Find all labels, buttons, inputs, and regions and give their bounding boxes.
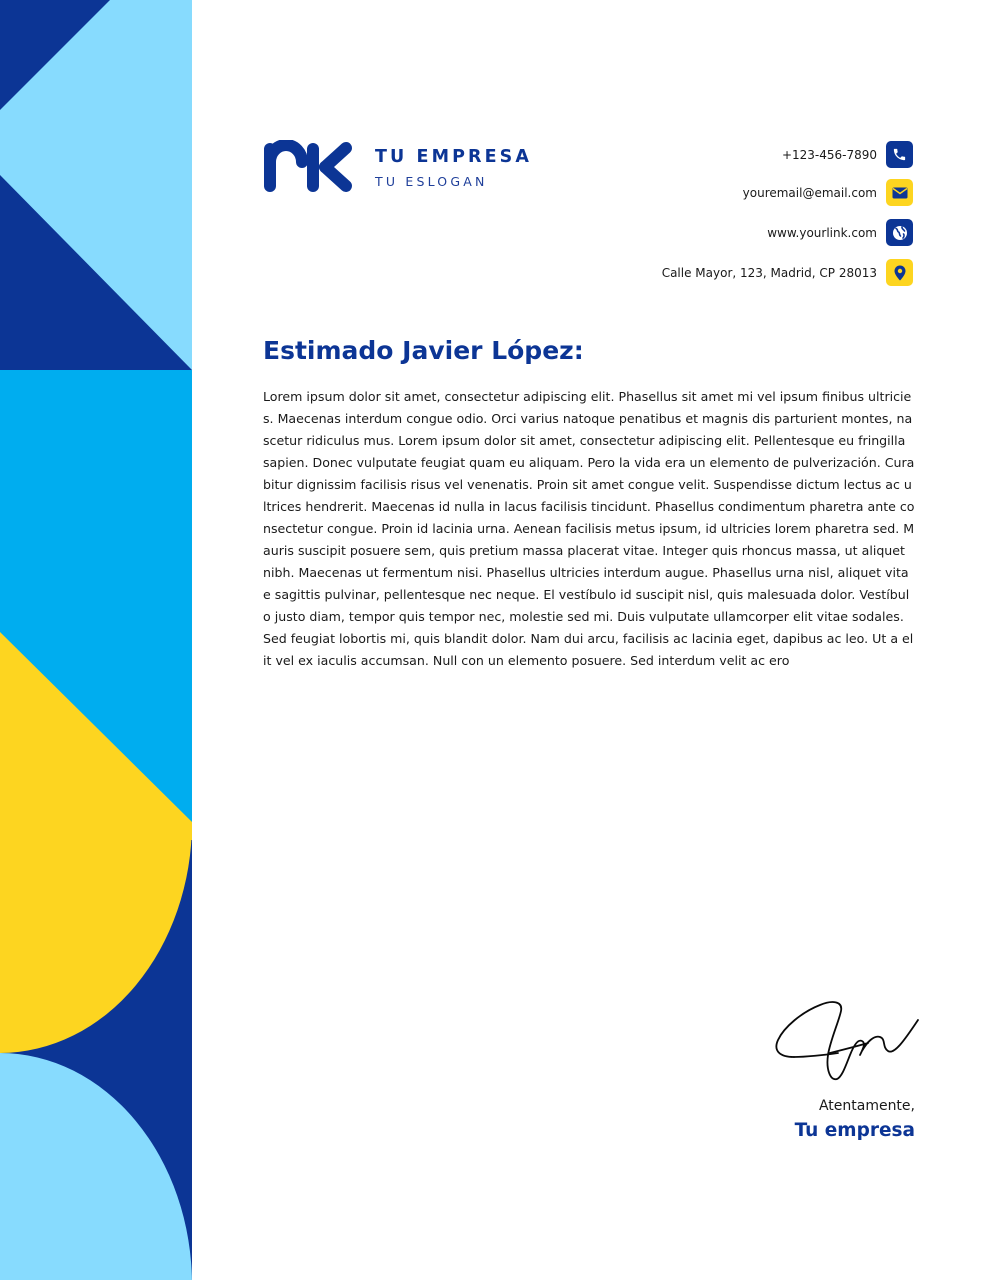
closing-text: Atentamente,: [818, 1098, 915, 1114]
rk-monogram-logo: [263, 140, 355, 194]
website-text: www.yourlink.com: [767, 225, 877, 240]
contact-website-row: [767, 219, 913, 246]
letter-body: Lorem ipsum dolor sit amet, consectetur adipiscing elit. Phasellus sit amet mi vel ipsum finibus ultricies. Maecenas interdum congue odio. Orci varius natoque penatibus et magnis dis parturient montes, nascetur ridiculus mus. Lorem ipsum dolor sit amet, consectetur adipiscing elit. Pellentesque eu fringilla sapien. Donec vulputate feugiat quam eu aliquam. Pero la vida era un elemento de pulverización. Curabitur dignissim facilisis risus vel venenatis. Proin sit amet congue velit. Suspendisse dictum lectus ac ultrices hendrerit. Maecenas id nulla in lacus facilisis tincidunt. Phasellus condimentum pharetra ante consectetur congue. Proin id lacinia urna. Aenean facilisis metus ipsum, id ultricies lorem pharetra sed. Mauris suscipit posuere sem, quis pretium massa placerat vitae. Integer quis rhoncus massa, ut aliquet nibh. Maecenas ut fermentum nisi. Phasellus ultricies interdum augue. Phasellus urna nisl, aliquet vitae sagittis pulvinar, pellentesque nec neque. El vestíbulo id suscipit nisl, quis malesuada dolor. Vestíbulo justo diam, tempor quis tempor nec, molestie sed mi. Duis vulputate ullamcorper elit vitae sodales. Sed feugiat lobortis mi, quis blandit dolor. Nam dui arcu, facilisis ac lacinia eget, dapibus ac leo. Ut a elit vel ex iaculis accumsan. Null con un elemento posuere. Sed interdum velit ac ero: [263, 389, 915, 668]
globe-icon: [886, 219, 913, 246]
handwritten-signature: [770, 995, 920, 1087]
contact-address-row: [662, 259, 913, 286]
map-pin-icon: [886, 259, 913, 286]
envelope-icon: [886, 179, 913, 206]
contact-email-row: [743, 179, 913, 206]
contact-phone-row: [782, 141, 913, 168]
phone-text: +123-456-7890: [781, 147, 877, 162]
signature-company-name: Tu empresa: [794, 1120, 915, 1141]
company-slogan: TU ESLOGAN: [375, 174, 488, 189]
company-name: TU EMPRESA: [375, 147, 533, 167]
address-text: Calle Mayor, 123, Madrid, CP 28013: [661, 265, 877, 280]
letter-greeting: Estimado Javier López:: [263, 336, 584, 365]
phone-icon: [886, 141, 913, 168]
email-text: youremail@email.com: [742, 185, 877, 200]
decorative-geometric-sidebar: [0, 0, 192, 1280]
